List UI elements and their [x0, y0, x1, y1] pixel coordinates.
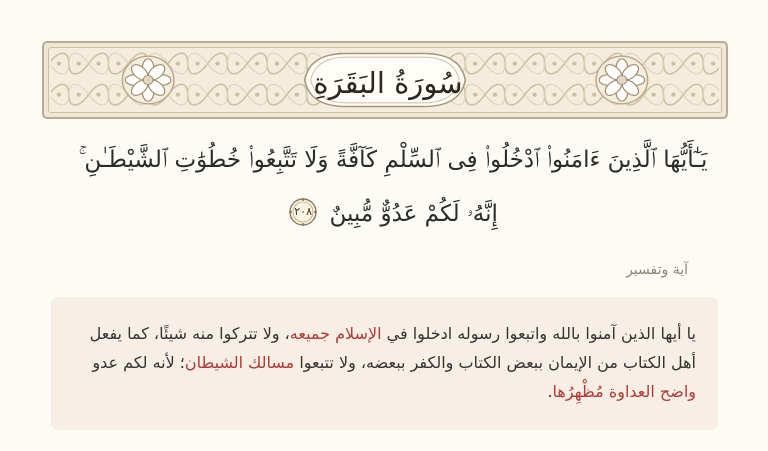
tafsir-text — [73, 319, 696, 406]
ayah-text: يَـٰٓأَيُّهَا ٱلَّذِينَ ءَامَنُوا۟ ٱدْخُلُوا۟ فِى ٱلسِّلْمِ كَآفَّةً وَلَا تَتَّبِعُوا۟ خُطُوَٰتِ ٱلشَّيْطَـٰنِ ۚ إِنَّهُۥ لَكُمْ عَدُوٌّ مُّبِينٌ — [78, 147, 708, 227]
tafsir-highlight-1: الإسلام جميعه — [289, 324, 382, 343]
tafsir-highlight-2: مسالك الشيطان — [184, 353, 295, 372]
tafsir-part-2: ، ولا تتركوا منه شيئًا، كما يفعل أهل الكتاب من الإيمان ببعض الكتاب والكفر ببعضه، ولا تتبعوا — [89, 324, 696, 372]
ayah-text-block — [70, 133, 716, 241]
ayah-end-rosette-icon — [288, 197, 318, 227]
tafsir-highlight-3: واضح العداوة مُظْهِرُها — [552, 382, 696, 401]
surah-title: سُورَةُ البَقَرَةِ — [313, 66, 463, 100]
banner-frame — [48, 47, 722, 113]
tafsir-part-3: ؛ لأنه لكم عدو — [92, 353, 185, 372]
tafsir-card — [51, 297, 718, 430]
tafsir-part-4: . — [547, 382, 553, 401]
right-medallion — [596, 56, 648, 104]
tafsir-part-1: يا أيها الذين آمنوا بالله واتبعوا رسوله ادخلوا في — [381, 324, 696, 343]
section-label: آية وتفسير — [626, 262, 688, 278]
left-medallion — [122, 56, 174, 104]
ayah-number: ٢٠٨ — [294, 205, 312, 218]
surah-header-banner — [42, 41, 728, 119]
